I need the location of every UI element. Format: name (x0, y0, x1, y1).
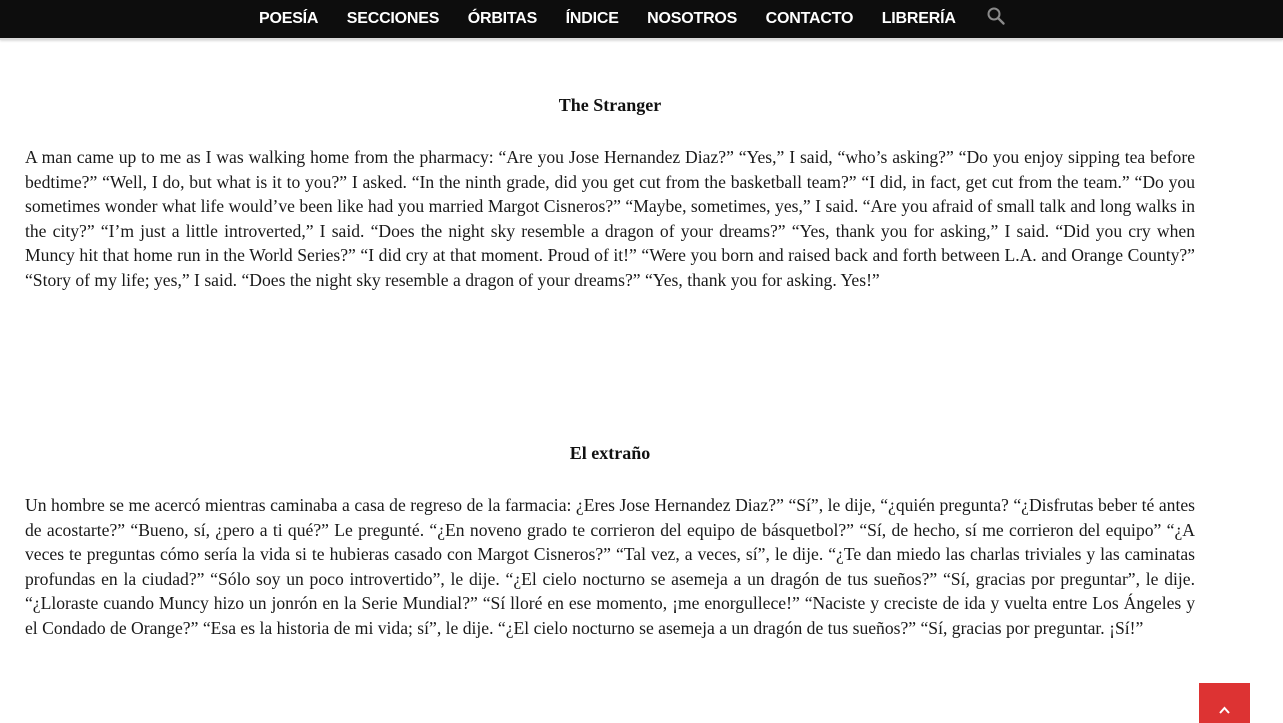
top-navbar (0, 0, 1283, 40)
nav-item-contacto[interactable]: CONTACTO (765, 10, 854, 27)
poem-title-english: The Stranger (558, 95, 662, 115)
poem-body-english: A man came up to me as I was walking home from the pharmacy: “Are you Jose Hernandez Diaz?” “Yes,” I said, “who’s asking?” “Do you enjoy sipping tea before bedtime?” “Well, I do, but what is it to you?” I asked. “In the ninth grade, did you get cut from the basketball team?” “I did, in fact, get cut from the team.” “Do you sometimes wonder what life would’ve been like had you married Margot Cisneros?” “Maybe, sometimes, yes,” I said. “Are you afraid of small talk and long walks in the city?” “I’m just a little introverted,” I said. “Does the night sky resemble a dragon of your dreams?” “Yes, thank you for asking,” I said. “Did you cry when Muncy hit that home run in the World Series?” “I did cry at that moment. Proud of it!” “Were you born and raised back and forth between L.A. and Orange County?” “Story of my life; yes,” I said. “Does the night sky resemble a dragon of your dreams?” “Yes, thank you for asking. Yes!” (25, 147, 1195, 290)
nav-item-poesia[interactable]: POESÍA (259, 10, 319, 27)
nav-item-nosotros[interactable]: NOSOTROS (647, 10, 738, 27)
search-icon (986, 6, 1006, 26)
nav-item-secciones[interactable]: SECCIONES (346, 10, 440, 27)
search-button[interactable] (986, 6, 1006, 26)
poem-body-spanish: Un hombre se me acercó mientras caminaba a casa de regreso de la farmacia: ¿Eres Jose Hernandez Diaz?” “Sí”, le dije, “¿quién pregunta? “¿Disfrutas beber té antes de acostarte?” “Bueno, sí, ¿pero a ti qué?” Le pregunté. “¿En noveno grado te corrieron del equipo de básquetbol?” “Sí, de hecho, sí me corrieron del equipo” “¿A veces te preguntas cómo sería la vida si te hubieras casado con Margot Cisneros?” “Tal vez, a veces, sí”, le dije. “¿Te dan miedo las charlas triviales y las caminatas profundas en la ciudad?” “Sólo soy un poco introvertido”, le dije. “¿El cielo nocturno se asemeja a un dragón de tus sueños?” “Sí, gracias por preguntar”, le dije. “¿Lloraste cuando Muncy hizo un jonrón en la Serie Mundial?” “Sí lloré en ese momento, ¡me enorgullece!” “Naciste y creciste de ida y vuelta entre Los Ángeles y el Condado de Orange?” “Esa es la historia de mi vida; sí”, le dije. “¿El cielo nocturno se asemeja a un dragón de tus sueños?” “Sí, gracias por preguntar. ¡Sí!” (25, 495, 1195, 638)
back-to-top-button[interactable] (1199, 683, 1250, 723)
nav-item-orbitas[interactable]: ÓRBITAS (467, 10, 538, 27)
poem-title-spanish: El extraño (569, 443, 651, 463)
nav-item-indice[interactable]: ÍNDICE (565, 10, 619, 27)
chevron-up-icon (1219, 706, 1230, 714)
main-menu (259, 0, 1006, 38)
nav-item-libreria[interactable]: LIBRERÍA (881, 10, 956, 27)
